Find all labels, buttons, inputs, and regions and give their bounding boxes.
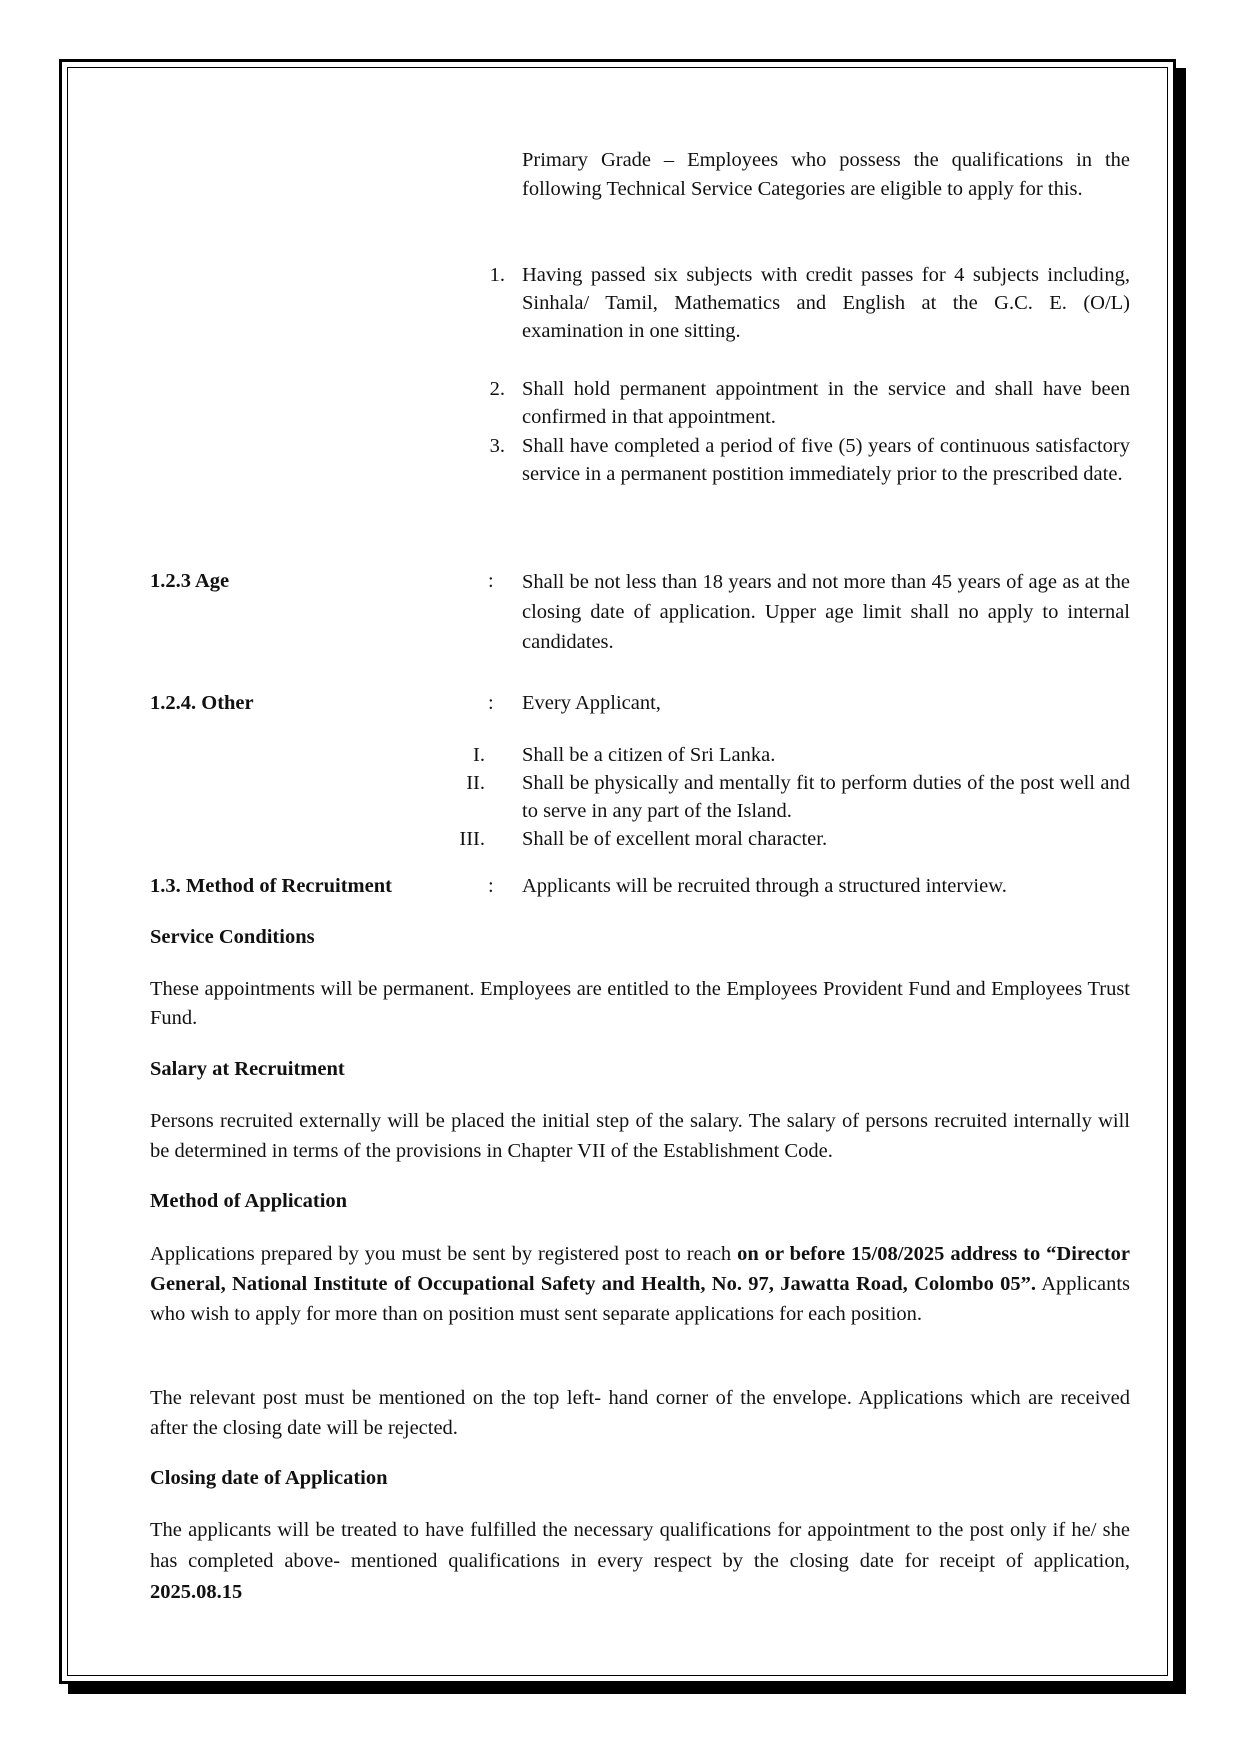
qualification-number-2: 2. [489,378,505,400]
service-conditions-heading: Service Conditions [150,926,315,948]
closing-paragraph [150,1515,1130,1608]
qualification-number-1: 1. [489,264,505,286]
recruitment-colon: : [488,875,494,897]
application-heading: Method of Application [150,1190,348,1212]
application-paragraph-1 [150,1239,1130,1329]
closing-date: 2025.08.15 [150,1581,243,1603]
other-item-text-1: Shall be a citizen of Sri Lanka. [522,744,776,766]
recruitment-text: Applicants will be recruited through a structured interview. [522,875,1007,897]
age-label: 1.2.3 Age [150,570,230,592]
other-item-number-3: III. [459,828,485,850]
recruitment-label: 1.3. Method of Recruitment [150,875,392,897]
other-item-number-2: II. [466,772,485,794]
application-text-start: Applications prepared by you must be sent by registered post to reach [150,1243,738,1265]
closing-heading: Closing date of Application [150,1467,388,1489]
qualification-text-1: Having passed six subjects with credit passes for 4 subjects including, Sinhala/ Tamil, Mathematics and English at the G.C. E. (O/L) examination in one sitting. [522,264,1130,342]
intro-paragraph: Primary Grade – Employees who possess the qualifications in the following Technical Service Categories are eligible to apply for this. [522,149,1130,200]
qualification-number-3: 3. [489,435,505,457]
other-item-text-3: Shall be of excellent moral character. [522,828,828,850]
other-text: Every Applicant, [522,692,661,714]
other-item-text-2: Shall be physically and mentally fit to perform duties of the post well and to serve in any part of the Island. [522,772,1130,822]
service-conditions-text: These appointments will be permanent. Employees are entitled to the Employees Provident Fund and Employees Trust Fund. [150,978,1130,1029]
age-colon: : [488,570,494,592]
closing-text: The applicants will be treated to have fulfilled the necessary qualifications for appointment to the post only if he/ she has completed above- mentioned qualifications in every respect by the closing date for receipt of application, [150,1519,1130,1572]
application-paragraph-2: The relevant post must be mentioned on the top left- hand corner of the envelope. Applications which are received after the closing date will be rejected. [150,1387,1130,1439]
age-text: Shall be not less than 18 years and not more than 45 years of age as at the closing date of application. Upper age limit shall no apply to internal candidates. [522,571,1130,653]
other-item-number-1: I. [473,744,485,766]
salary-heading: Salary at Recruitment [150,1058,345,1080]
salary-text: Persons recruited externally will be placed the initial step of the salary. The salary of persons recruited internally will be determined in terms of the provisions in Chapter VII of the Establishment Code. [150,1110,1130,1162]
qualification-text-2: Shall hold permanent appointment in the service and shall have been confirmed in that appointment. [522,378,1130,428]
other-colon: : [488,692,494,714]
qualification-text-3: Shall have completed a period of five (5) years of continuous satisfactory service in a permanent postition immediately prior to the prescribed date. [522,435,1130,485]
application-address: on or before 15/08/2025 address to “Director General, National Institute of Occupational Safety and Health, No. 97, Jawatta Road, Colombo 05”. [150,1243,1130,1295]
other-label: 1.2.4. Other [150,692,254,714]
application-text-end: Applicants who wish to apply for more than on position must sent separate applications for each position. [150,1273,1131,1325]
